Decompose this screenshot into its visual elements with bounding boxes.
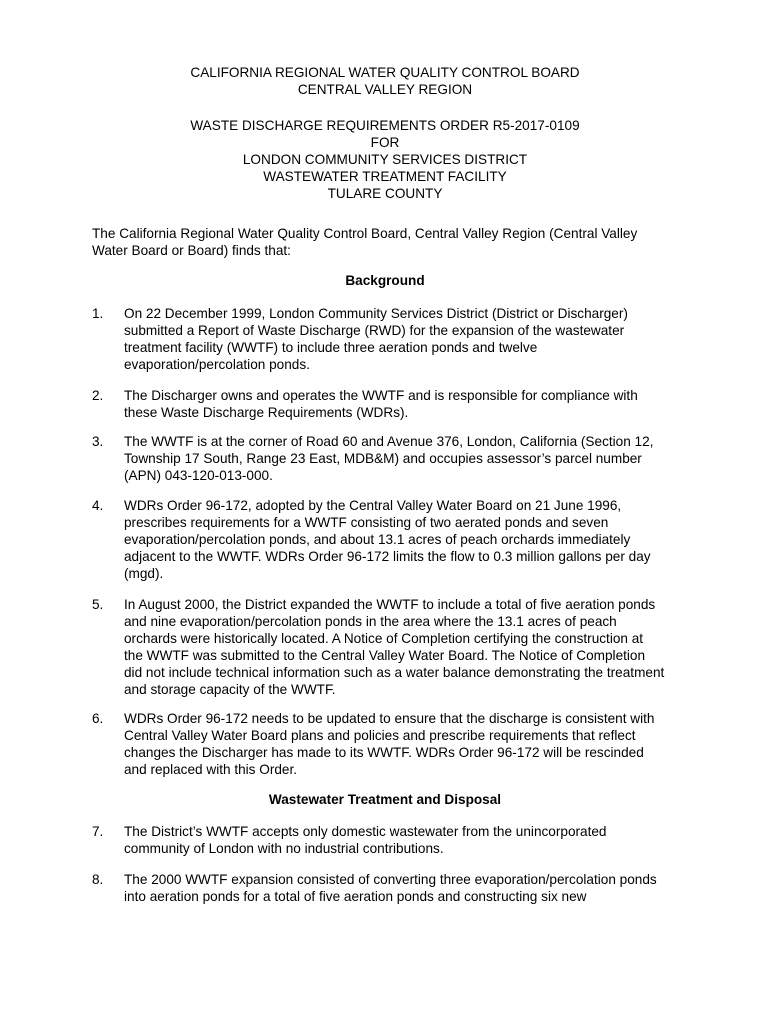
finding-line: the WWTF was submitted to the Central Valley Water Board. The Notice of Completion (124, 647, 646, 663)
finding-line: (APN) 043-120-013-000. (124, 467, 273, 483)
finding-line: The 2000 WWTF expansion consisted of converting three evaporation/percolation ponds (124, 872, 657, 887)
finding-number: 5. (92, 597, 104, 612)
order-title-line: TULARE COUNTY (327, 185, 443, 201)
agency-header (0, 65, 770, 99)
finding-line: The WWTF is at the corner of Road 60 and Avenue 376, London, California (Section 12, (124, 434, 654, 449)
finding-number: 3. (92, 434, 104, 449)
finding-text (124, 388, 684, 422)
finding-text (124, 597, 684, 698)
finding-line: changes the Discharger has made to its WWTF. WDRs Order 96-172 will be rescinded (124, 744, 644, 760)
agency-line: CENTRAL VALLEY REGION (297, 81, 473, 97)
finding-line: treatment facility (WWTF) to include three aeration ponds and twelve (124, 339, 538, 355)
finding-line: Central Valley Water Board plans and policies and prescribe requirements that reflect (124, 727, 636, 743)
finding-number: 8. (92, 872, 104, 887)
finding-line: Township 17 South, Range 23 East, MDB&M) and occupies assessor’s parcel number (124, 450, 642, 466)
finding-line: and replaced with this Order. (124, 761, 298, 777)
finding-line: these Waste Discharge Requirements (WDRs). (124, 404, 409, 420)
finding-line: prescribes requirements for a WWTF consisting of two aerated ponds and seven (124, 514, 609, 530)
finding-number: 6. (92, 711, 104, 726)
intro-line: The California Regional Water Quality Control Board, Central Valley Region (Central Valley (92, 226, 638, 241)
finding-line: evaporation/percolation ponds, and about 13.1 acres of peach orchards immediately (124, 531, 631, 547)
finding-line: into aeration ponds for a total of five aeration ponds and constructing six new (124, 888, 587, 904)
finding-text (124, 498, 684, 583)
finding-number: 4. (92, 498, 104, 513)
finding-line: (mgd). (124, 565, 164, 581)
finding-line: community of London with no industrial contributions. (124, 840, 444, 856)
finding-line: WDRs Order 96-172 needs to be updated to ensure that the discharge is consistent with (124, 711, 655, 726)
intro-line: Water Board or Board) finds that: (92, 242, 291, 258)
finding-text (124, 306, 684, 374)
order-title-line: FOR (370, 134, 400, 150)
order-title-line: LONDON COMMUNITY SERVICES DISTRICT (242, 151, 528, 167)
finding-line: and storage capacity of the WWTF. (124, 681, 336, 697)
finding-text (124, 711, 684, 779)
finding-number: 7. (92, 824, 104, 839)
order-title-line: WASTEWATER TREATMENT FACILITY (263, 168, 507, 184)
finding-text (124, 824, 684, 858)
finding-line: did not include technical information such as a water balance demonstrating the treatment (124, 664, 665, 680)
finding-line: submitted a Report of Waste Discharge (RWD) for the expansion of the wastewater (124, 322, 625, 338)
finding-line: orchards were historically located. A Notice of Completion certifying the construction at (124, 630, 644, 646)
finding-line: In August 2000, the District expanded the WWTF to include a total of five aeration ponds (124, 597, 656, 612)
finding-line: The District’s WWTF accepts only domestic wastewater from the unincorporated (124, 824, 607, 839)
order-title-line: WASTE DISCHARGE REQUIREMENTS ORDER R5-2017-0109 (190, 118, 580, 133)
finding-line: and nine evaporation/percolation ponds in the area where the 13.1 acres of peach (124, 613, 617, 629)
finding-line: adjacent to the WWTF. WDRs Order 96-172 limits the flow to 0.3 million gallons per day (124, 548, 651, 564)
section-heading-background: Background (345, 273, 425, 288)
finding-text (124, 872, 684, 906)
finding-line: evaporation/percolation ponds. (124, 356, 310, 372)
order-title (0, 118, 770, 203)
finding-number: 2. (92, 388, 104, 403)
agency-line: CALIFORNIA REGIONAL WATER QUALITY CONTROL BOARD (190, 65, 580, 80)
finding-line: WDRs Order 96-172, adopted by the Central Valley Water Board on 21 June 1996, (124, 498, 622, 513)
finding-number: 1. (92, 306, 104, 321)
finding-line: On 22 December 1999, London Community Services District (District or Discharger) (124, 306, 628, 321)
finding-line: The Discharger owns and operates the WWTF and is responsible for compliance with (124, 388, 638, 403)
section-heading-wastewater-treatment: Wastewater Treatment and Disposal (268, 792, 502, 807)
finding-text (124, 434, 684, 485)
intro-paragraph (92, 226, 692, 260)
